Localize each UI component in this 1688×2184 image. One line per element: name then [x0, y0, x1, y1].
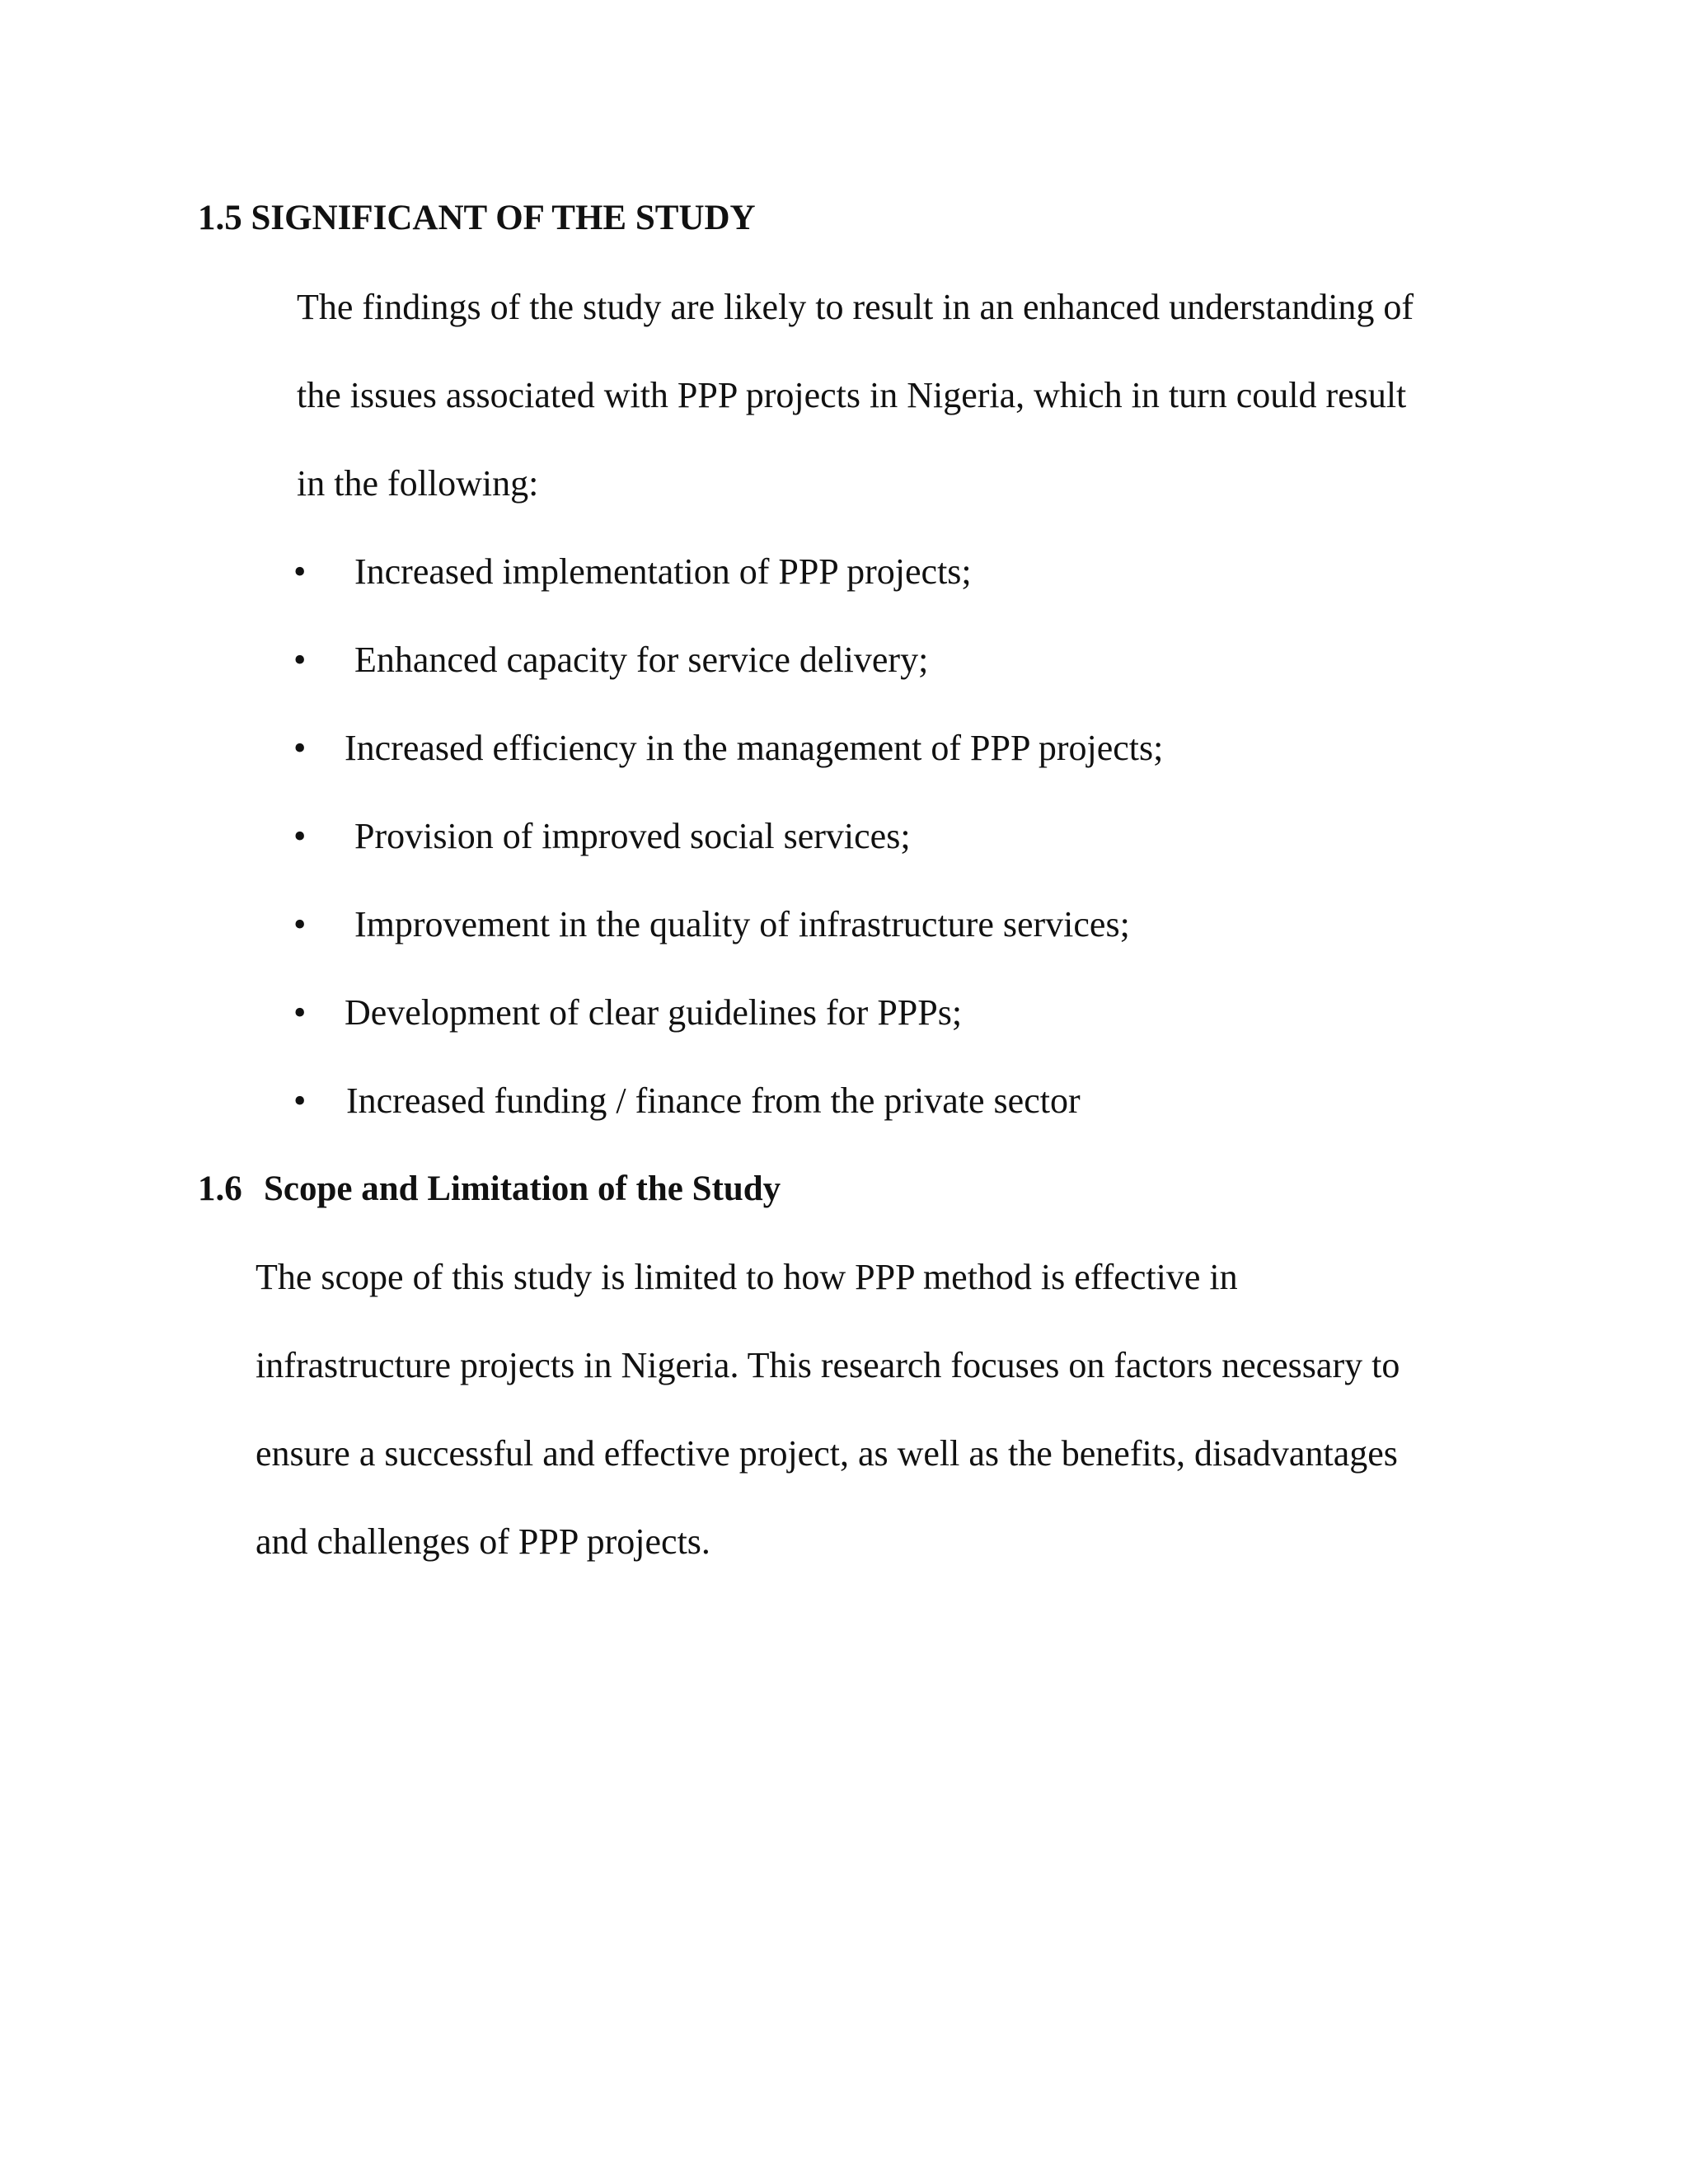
section-number: 1.6: [198, 1169, 242, 1208]
section-title: Scope and Limitation of the Study: [264, 1169, 781, 1208]
section-heading-significance: 1.5 SIGNIFICANT OF THE STUDY: [198, 199, 756, 237]
list-item-text: Increased efficiency in the management of PPP projects;: [345, 728, 1164, 768]
bullet-icon: •: [293, 904, 307, 944]
paragraph-line: in the following:: [297, 463, 539, 504]
list-item-text: Increased funding / finance from the private sector: [346, 1080, 1081, 1121]
paragraph-line: infrastructure projects in Nigeria. This research focuses on factors necessary to: [256, 1345, 1400, 1385]
list-item-text: Enhanced capacity for service delivery;: [354, 640, 929, 680]
paragraph-line: The scope of this study is limited to how PPP method is effective in: [256, 1257, 1238, 1297]
bullet-icon: •: [293, 551, 307, 592]
list-item-text: Provision of improved social services;: [354, 816, 911, 856]
bullet-icon: •: [293, 1080, 307, 1121]
list-item-text: Development of clear guidelines for PPPs;: [345, 992, 963, 1033]
paragraph-line: The findings of the study are likely to result in an enhanced understanding of: [297, 287, 1414, 327]
paragraph-line: ensure a successful and effective project, as well as the benefits, disadvantages: [256, 1433, 1398, 1474]
bullet-icon: •: [293, 640, 307, 680]
bullet-icon: •: [293, 728, 307, 768]
paragraph-line: and challenges of PPP projects.: [256, 1521, 710, 1562]
list-item-text: Improvement in the quality of infrastructure services;: [354, 904, 1130, 944]
paragraph-line: the issues associated with PPP projects in Nigeria, which in turn could result: [297, 375, 1407, 415]
bullet-icon: •: [293, 816, 307, 856]
section-heading-scope: [198, 1169, 781, 1210]
bullet-icon: •: [293, 992, 307, 1033]
list-item-text: Increased implementation of PPP projects;: [354, 551, 972, 592]
